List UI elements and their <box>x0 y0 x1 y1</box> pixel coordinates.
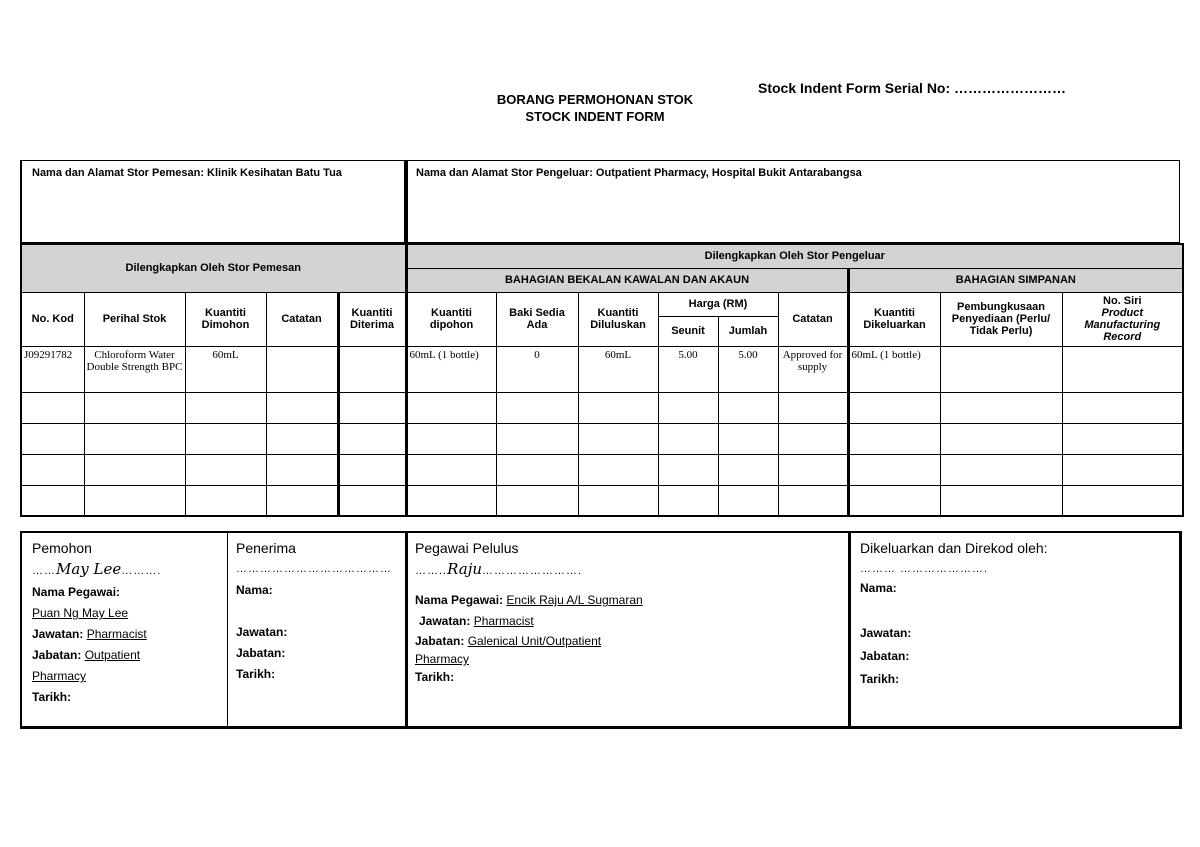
nama-label: Nama: <box>236 583 273 597</box>
cell-jumlah: 5.00 <box>718 346 778 392</box>
jabatan-label: Jabatan: <box>415 634 465 648</box>
cell-no-siri <box>1062 346 1183 392</box>
cell-dikeluarkan: 60mL (1 bottle) <box>848 346 940 392</box>
pemohon-section <box>32 538 222 708</box>
requester-address: Nama dan Alamat Stor Pemesan: Klinik Kesihatan Batu Tua <box>32 167 342 179</box>
col-kuantiti-diterima: Kuantiti Diterima <box>338 292 406 346</box>
jawatan-label: Jawatan: <box>419 614 471 628</box>
col-catatan-2: Catatan <box>778 292 848 346</box>
col-kuantiti-diluluskan: Kuantiti Diluluskan <box>578 292 658 346</box>
dikeluarkan-title: Dikeluarkan dan Direkod oleh: <box>860 540 1048 556</box>
divider <box>405 531 408 729</box>
col-no-siri <box>1062 292 1183 346</box>
cell-perihal: Chloroform Water Double Strength BPC <box>84 346 185 392</box>
pelulus-nama: Encik Raju A/L Sugmaran <box>506 593 643 607</box>
section-storage: BAHAGIAN SIMPANAN <box>848 268 1183 292</box>
cell-catatan-2: Approved for supply <box>778 346 848 392</box>
issuer-address: Nama dan Alamat Stor Pengeluar: Outpatient Pharmacy, Hospital Bukit Antarabangsa <box>416 167 862 179</box>
pemohon-nama: Puan Ng May Lee <box>32 606 129 620</box>
nama-label: Nama: <box>860 581 897 595</box>
dots: ………. <box>121 565 162 577</box>
jabatan-label: Jabatan: <box>236 646 286 660</box>
pelulus-jabatan: Galenical Unit/Outpatient <box>467 634 602 648</box>
cell-seunit: 5.00 <box>658 346 718 392</box>
pelulus-jawatan: Pharmacist <box>473 614 534 628</box>
pelulus-signature: Raju <box>447 560 483 578</box>
cell-kod: J09291782 <box>21 346 84 392</box>
nama-label: Nama Pegawai: <box>32 585 121 599</box>
cell-catatan <box>266 346 338 392</box>
form-title-english: STOCK INDENT FORM <box>525 109 665 124</box>
jabatan-label: Jabatan: <box>32 648 82 662</box>
jawatan-label: Jawatan: <box>32 627 84 641</box>
nama-label: Nama Pegawai: <box>415 593 504 607</box>
tarikh-label: Tarikh: <box>236 667 276 681</box>
dots: …….. <box>415 565 448 577</box>
table-row <box>21 423 1183 454</box>
pemohon-jawatan: Pharmacist <box>86 627 147 641</box>
no-siri-label: No. Siri <box>1103 295 1142 307</box>
table-row <box>21 485 1183 516</box>
penerima-dots: ………………………………… <box>236 563 392 575</box>
col-seunit: Seunit <box>658 316 718 346</box>
cell-diterima <box>338 346 406 392</box>
no-siri-sub: Product Manufacturing Record <box>1084 307 1161 343</box>
tarikh-label: Tarikh: <box>860 672 900 686</box>
col-kuantiti-dikeluarkan: Kuantiti Dikeluarkan <box>848 292 940 346</box>
pemohon-title: Pemohon <box>32 540 92 556</box>
jawatan-label: Jawatan: <box>236 625 288 639</box>
cell-pembungkusan <box>940 346 1062 392</box>
col-catatan: Catatan <box>266 292 338 346</box>
col-kuantiti-dipohon: Kuantiti dipohon <box>406 292 496 346</box>
dots: …… <box>32 565 56 577</box>
table-row <box>21 346 1183 392</box>
form-title-malay: BORANG PERMOHONAN STOK <box>496 92 694 107</box>
pelulus-jabatan-2: Pharmacy <box>415 652 470 666</box>
pemohon-jabatan-2: Pharmacy <box>32 669 87 683</box>
penerima-title: Penerima <box>236 540 296 556</box>
cell-dipohon: 60mL (1 bottle) <box>406 346 496 392</box>
penerima-section <box>236 538 401 685</box>
table-row <box>21 454 1183 485</box>
col-kuantiti-dimohon: Kuantiti Dimohon <box>185 292 266 346</box>
dikeluarkan-dots: ……… …………………. <box>860 563 989 575</box>
col-pembungkusan: Pembungkusaan Penyediaan (Perlu/ Tidak Perlu) <box>940 292 1062 346</box>
pelulus-section <box>415 538 835 686</box>
divider <box>848 531 851 729</box>
tarikh-label: Tarikh: <box>32 690 72 704</box>
divider <box>227 531 228 729</box>
col-no-kod: No. Kod <box>21 292 84 346</box>
cell-dimohon: 60mL <box>185 346 266 392</box>
pemohon-signature: May Lee <box>56 560 122 578</box>
col-baki: Baki Sedia Ada <box>496 292 578 346</box>
section-requester: Dilengkapkan Oleh Stor Pemesan <box>21 244 406 292</box>
jabatan-label: Jabatan: <box>860 649 910 663</box>
dots: ……………………. <box>482 565 583 577</box>
jawatan-label: Jawatan: <box>860 626 912 640</box>
cell-baki: 0 <box>496 346 578 392</box>
col-perihal: Perihal Stok <box>84 292 185 346</box>
pelulus-title: Pegawai Pelulus <box>415 540 519 556</box>
section-issuer: Dilengkapkan Oleh Stor Pengeluar <box>406 244 1183 268</box>
cell-diluluskan: 60mL <box>578 346 658 392</box>
table-row <box>21 392 1183 423</box>
section-supply: BAHAGIAN BEKALAN KAWALAN DAN AKAUN <box>406 268 848 292</box>
stock-table <box>20 243 1184 517</box>
pemohon-jabatan: Outpatient <box>84 648 141 662</box>
dikeluarkan-section <box>860 538 1170 691</box>
tarikh-label: Tarikh: <box>415 670 455 684</box>
col-harga: Harga (RM) <box>658 292 778 316</box>
col-jumlah: Jumlah <box>718 316 778 346</box>
serial-number: Stock Indent Form Serial No: …………………… <box>758 80 1067 96</box>
